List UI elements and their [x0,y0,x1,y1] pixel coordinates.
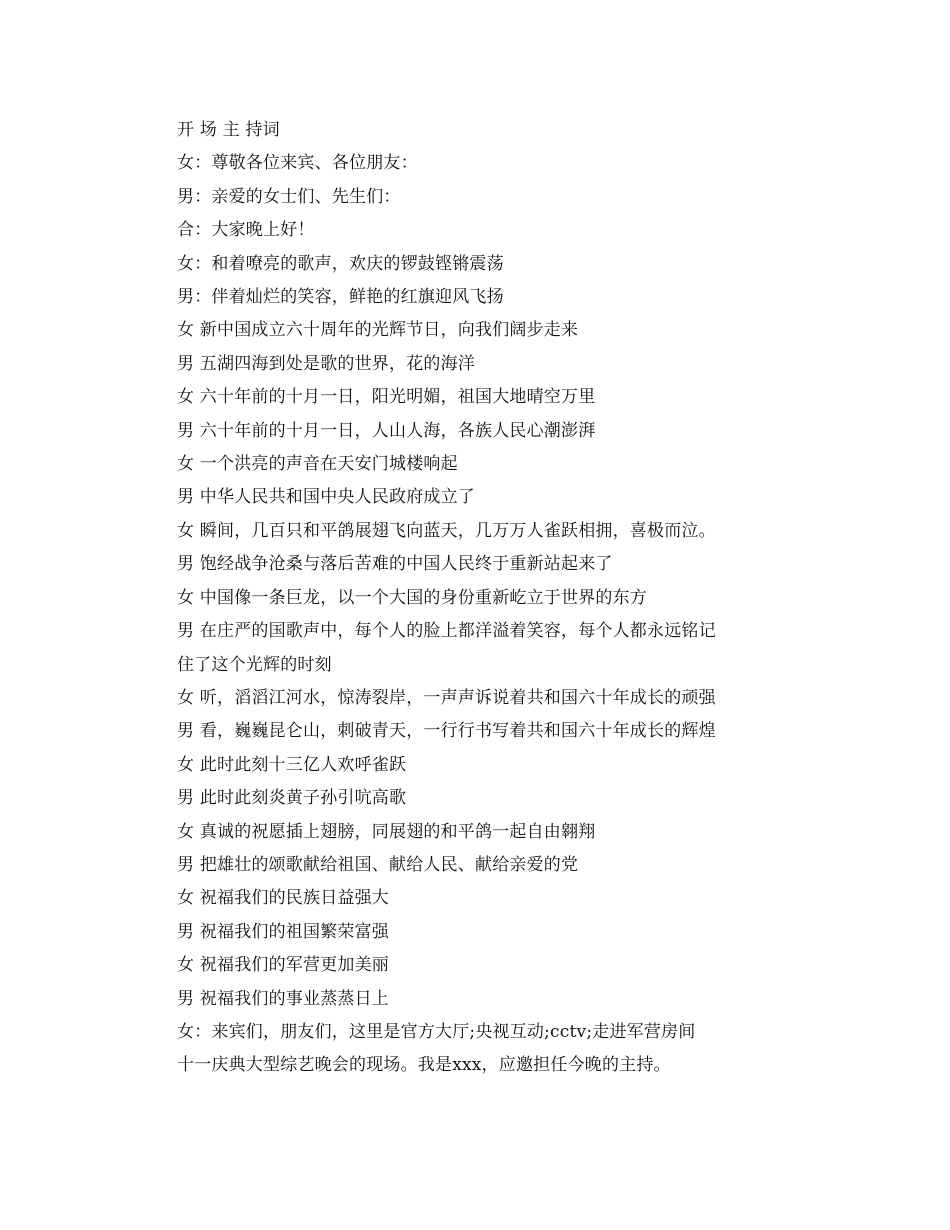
text-line: 男：伴着灿烂的笑容，鲜艳的红旗迎风飞扬 [177,287,504,308]
text-line: 合：大家晚上好！ [177,220,315,241]
text-line: 男 中华人民共和国中央人民政府成立了 [177,487,476,508]
text-line: 女 新中国成立六十周年的光辉节日，向我们阔步走来 [177,320,579,341]
text-line: 女 祝福我们的民族日益强大 [177,888,390,909]
text-line: 女 中国像一条巨龙，以一个大国的身份重新屹立于世界的东方 [177,587,648,608]
text-line: 女：来宾们，朋友们，这里是官方大厅;央视互动;cctv;走进军营房间 [177,1021,696,1042]
text-line: 女 此时此刻十三亿人欢呼雀跃 [177,754,407,775]
text-line: 男 饱经战争沧桑与落后苦难的中国人民终于重新站起来了 [177,554,613,575]
text-line: 女 祝福我们的军营更加美丽 [177,955,390,976]
text-line: 男 五湖四海到处是歌的世界，花的海洋 [177,353,476,374]
document-title: 开 场 主 持词 [177,120,280,140]
text-line: 男 祝福我们的事业蒸蒸日上 [177,988,390,1009]
text-line: 男 把雄壮的颂歌献给祖国、献给人民、献给亲爱的党 [177,854,579,875]
text-line-continued: 住了这个光辉的时刻 [177,654,332,675]
text-line: 女 瞬间，几百只和平鸽展翅飞向蓝天，几万万人雀跃相拥，喜极而泣。 [177,520,716,541]
script-text [177,114,777,1083]
text-line: 女：和着嘹亮的歌声，欢庆的锣鼓铿锵震荡 [177,253,504,274]
text-line: 男 在庄严的国歌声中，每个人的脸上都洋溢着笑容，每个人都永远铭记 [177,621,716,642]
text-line: 男 此时此刻炎黄子孙引吭高歌 [177,788,407,809]
text-line: 女 听，滔滔江河水，惊涛裂岸，一声声诉说着共和国六十年成长的顽强 [177,687,716,708]
text-line: 男 祝福我们的祖国繁荣富强 [177,921,390,942]
text-line: 女 真诚的祝愿插上翅膀，同展翅的和平鸽一起自由翱翔 [177,821,596,842]
text-line-continued: 十一庆典大型综艺晚会的现场。我是xxx，应邀担任今晚的主持。 [177,1055,671,1076]
text-line: 女 一个洪亮的声音在天安门城楼响起 [177,454,458,475]
text-line: 男 看，巍巍昆仑山，刺破青天，一行行书写着共和国六十年成长的辉煌 [177,721,716,742]
text-line: 男：亲爱的女士们、先生们： [177,186,401,207]
text-line: 女：尊敬各位来宾、各位朋友： [177,153,418,174]
text-line: 男 六十年前的十月一日，人山人海，各族人民心潮澎湃 [177,420,596,441]
text-line: 女 六十年前的十月一日，阳光明媚，祖国大地晴空万里 [177,387,596,408]
